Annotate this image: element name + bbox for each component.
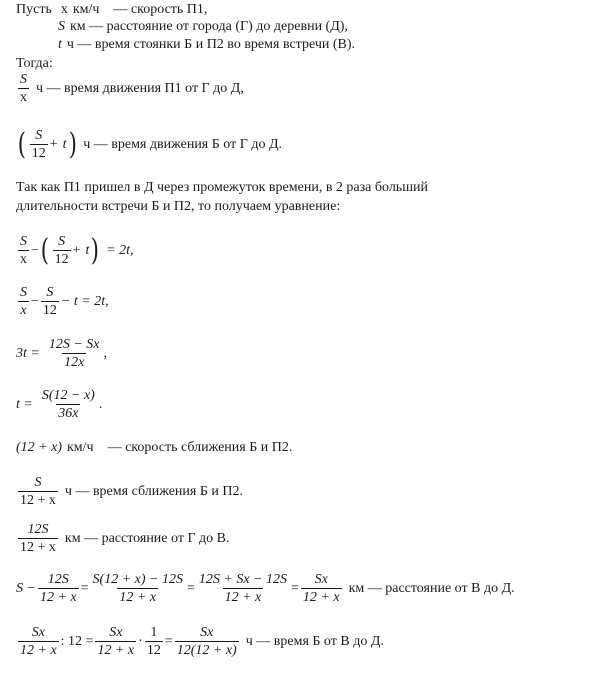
fraction-numerator: Sx xyxy=(31,625,45,640)
time-b-line xyxy=(16,128,282,161)
fraction-denominator: 12 xyxy=(42,303,57,318)
distance-vd-text: км — расстояние от В до Д. xyxy=(348,580,515,596)
fraction xyxy=(197,572,289,605)
intro-lead: Пусть xyxy=(16,2,52,17)
equation-2 xyxy=(16,285,109,318)
left-paren: ( xyxy=(40,232,49,268)
fraction-numerator: S xyxy=(46,285,54,300)
equation-rhs: = 2t, xyxy=(106,242,134,258)
intro-line-2 xyxy=(58,19,348,35)
fraction xyxy=(18,625,59,658)
equals-sign: = xyxy=(80,580,89,596)
plus-sign: + xyxy=(72,242,81,258)
fraction-denominator: 12 xyxy=(31,146,46,161)
fraction xyxy=(40,388,97,421)
equation-4 xyxy=(16,388,102,421)
fraction-numerator: Sx xyxy=(314,572,328,587)
fraction-numerator: 12S xyxy=(27,522,49,537)
var-t: t xyxy=(58,37,62,52)
approach-speed-text: — скорость сближения Б и П2. xyxy=(107,440,293,455)
comma: , xyxy=(103,345,108,361)
time-p1-text: ч — время движения П1 от Г до Д, xyxy=(36,80,244,96)
approach-time-text: ч — время сближения Б и П2. xyxy=(64,483,243,499)
fraction-denominator: 12 + x xyxy=(302,590,340,605)
distance-gv-line xyxy=(16,522,230,555)
fraction-numerator: S xyxy=(20,285,27,300)
fraction xyxy=(175,625,239,658)
intro-line-3-text: ч — время стоянки Б и П2 во время встречи (В). xyxy=(66,37,356,52)
fraction-denominator: 36x xyxy=(58,406,79,421)
var-x: x xyxy=(60,2,68,17)
left-paren: ( xyxy=(17,126,26,162)
paragraph-line-1 xyxy=(16,180,428,196)
paragraph-line-2 xyxy=(16,199,340,215)
fraction xyxy=(301,572,342,605)
fraction-denominator: 12 + x xyxy=(119,590,157,605)
paragraph-text-1: Так как П1 пришел в Д через промежуток времени, в 2 раза больший xyxy=(16,180,428,195)
equation-lhs: 3t = xyxy=(16,345,40,361)
time-vd-text: ч — время Б от В до Д. xyxy=(245,633,384,649)
fraction-numerator: S(12 − x) xyxy=(41,388,95,403)
fraction-numerator: Sx xyxy=(109,625,123,640)
fraction-denominator: 12 + x xyxy=(20,493,56,508)
plus-sign: + xyxy=(49,136,58,152)
then-text: Тогда: xyxy=(16,56,53,71)
fraction-denominator: 12 + x xyxy=(20,540,56,555)
fraction-numerator: S(12 + x) − 12S xyxy=(92,572,183,587)
equation-3 xyxy=(16,337,107,370)
equals-sign: = xyxy=(164,633,173,649)
equation-1 xyxy=(16,234,133,267)
fraction-numerator: 12S xyxy=(47,572,69,587)
speed-expression: (12 + x) xyxy=(16,440,62,455)
fraction-denominator: x xyxy=(20,252,27,267)
unit-kmh: км/ч xyxy=(72,2,100,17)
division-expression: : 12 = xyxy=(60,633,94,649)
distance-vd-line xyxy=(16,572,515,605)
fraction-numerator: S xyxy=(20,72,27,87)
fraction-s-over-x xyxy=(18,72,29,105)
fraction-numerator: 12S + Sx − 12S xyxy=(198,572,287,587)
fraction xyxy=(18,285,29,318)
fraction-numerator: S xyxy=(34,475,42,490)
fraction-denominator: 12 xyxy=(146,643,161,658)
fraction-numerator: S xyxy=(20,234,27,249)
multiply-dot: · xyxy=(138,633,143,649)
intro-line-1-text: — скорость П1, xyxy=(113,2,208,17)
fraction-numerator: S xyxy=(35,128,43,143)
fraction-denominator: 12 xyxy=(54,252,69,267)
fraction xyxy=(18,522,58,555)
intro-line-2-text: км — расстояние от города (Г) до деревни (Д), xyxy=(70,19,348,34)
minus-sign: − xyxy=(31,242,39,258)
distance-gv-text: км — расстояние от Г до В. xyxy=(64,530,230,546)
fraction-s-over-12 xyxy=(30,128,48,161)
fraction-denominator: 12 + x xyxy=(97,643,135,658)
fraction-numerator: 12S − Sx xyxy=(48,337,100,352)
equals-sign: = xyxy=(186,580,195,596)
right-paren: ) xyxy=(68,126,77,162)
equation-lhs: t = xyxy=(16,396,33,412)
minus-sign: − xyxy=(31,293,39,309)
fraction xyxy=(145,625,163,658)
fraction xyxy=(41,285,59,318)
fraction xyxy=(53,234,71,267)
fraction-denominator: 12 + x xyxy=(20,643,57,658)
fraction-denominator: x xyxy=(20,303,27,318)
fraction-denominator: 12(12 + x) xyxy=(176,643,237,658)
fraction xyxy=(18,234,29,267)
then-label xyxy=(16,56,53,72)
unit-kmh: км/ч xyxy=(67,440,94,455)
time-b-text: ч — время движения Б от Г до Д. xyxy=(83,136,282,152)
period: . xyxy=(98,396,103,412)
fraction xyxy=(38,572,79,605)
time-vd-line xyxy=(16,625,384,658)
var-t: t xyxy=(85,242,90,258)
approach-speed-line xyxy=(16,440,292,456)
var-t: t xyxy=(62,136,67,152)
fraction-numerator: S xyxy=(58,234,66,249)
fraction-denominator: x xyxy=(20,90,27,105)
intro-line-1 xyxy=(16,2,207,18)
equation-lead: S − xyxy=(16,580,36,596)
fraction-numerator: 1 xyxy=(150,625,158,640)
approach-time-line xyxy=(16,475,243,508)
equation-tail: − t = 2t, xyxy=(60,293,109,309)
fraction xyxy=(18,475,58,508)
fraction-denominator: 12 + x xyxy=(39,590,77,605)
time-p1-line xyxy=(16,72,244,105)
paragraph-text-2: длительности встречи Б и П2, то получаем уравнение: xyxy=(16,199,341,214)
equals-sign: = xyxy=(290,580,299,596)
fraction-denominator: 12x xyxy=(64,355,85,370)
fraction xyxy=(91,572,185,605)
right-paren: ) xyxy=(91,232,100,268)
fraction-denominator: 12 + x xyxy=(224,590,262,605)
intro-line-3 xyxy=(58,37,355,53)
fraction-numerator: Sx xyxy=(200,625,214,640)
fraction xyxy=(95,625,136,658)
var-s: S xyxy=(58,19,65,34)
fraction xyxy=(47,337,102,370)
